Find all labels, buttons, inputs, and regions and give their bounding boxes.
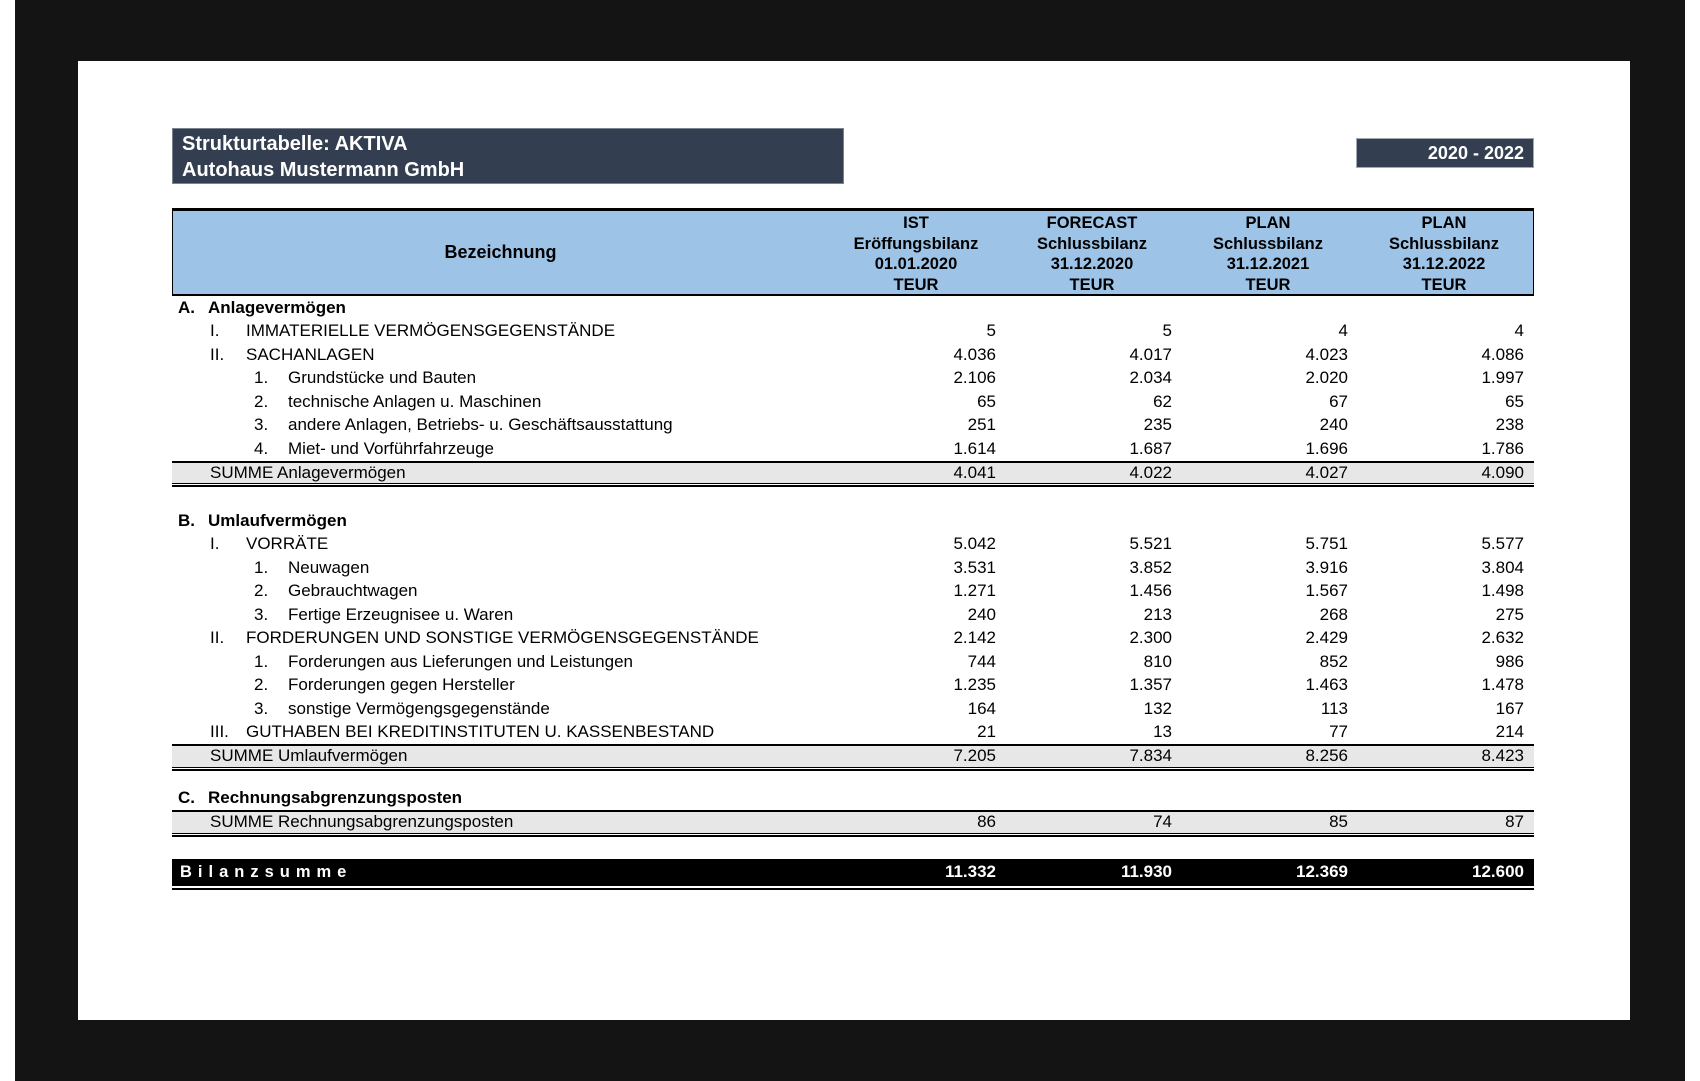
row-prefix: 1. bbox=[254, 651, 269, 671]
table-row bbox=[172, 721, 1534, 745]
row-prefix: 4. bbox=[254, 438, 269, 458]
row-label: sonstige Vermögengsgegenstände bbox=[288, 698, 550, 718]
row-label: Rechnungsabgrenzungsposten bbox=[208, 788, 463, 808]
row-label: Grundstücke und Bauten bbox=[288, 368, 477, 388]
cell-value-col4: 65 bbox=[1505, 391, 1524, 411]
cell-value-col1: 21 bbox=[977, 722, 996, 742]
row-prefix: 3. bbox=[254, 604, 269, 624]
title-bar bbox=[172, 128, 844, 184]
cell-value-col4: 5.577 bbox=[1481, 534, 1524, 554]
section-spacer bbox=[172, 771, 1534, 787]
row-prefix: 2. bbox=[254, 675, 269, 695]
column-header-line-scenario: PLAN bbox=[1245, 214, 1291, 232]
row-label-cell bbox=[172, 534, 830, 554]
cell-value-col4: 3.804 bbox=[1481, 557, 1524, 577]
cell-value-col3: 268 bbox=[1319, 604, 1348, 624]
section-heading-row bbox=[172, 787, 1534, 811]
table-row bbox=[172, 320, 1534, 344]
row-label-cell bbox=[172, 368, 830, 388]
table-row bbox=[172, 414, 1534, 438]
column-header-bezeichnung: Bezeichnung bbox=[444, 242, 557, 262]
row-prefix: 2. bbox=[254, 391, 269, 411]
row-label: SACHANLAGEN bbox=[246, 344, 375, 364]
summe-row bbox=[172, 810, 1534, 834]
table-header-row bbox=[172, 208, 1534, 296]
cell-value-col1: 2.142 bbox=[953, 628, 996, 648]
column-header-line-unit: TEUR bbox=[893, 275, 939, 294]
row-label-cell bbox=[172, 699, 830, 719]
cell-value-col1: 5.042 bbox=[953, 534, 996, 554]
row-label-cell bbox=[172, 558, 830, 578]
row-label-cell bbox=[172, 439, 830, 459]
row-prefix: A. bbox=[178, 297, 195, 317]
cell-value-col3: 113 bbox=[1320, 698, 1348, 718]
column-header-line-type: Schlussbilanz bbox=[1212, 234, 1324, 253]
page-title: Strukturtabelle: AKTIVA bbox=[182, 133, 408, 155]
cell-value-col2: 7.834 bbox=[1129, 746, 1172, 766]
column-header-line-type: Eröffungsbilanz bbox=[853, 234, 979, 253]
cell-value-col1: 5 bbox=[986, 321, 996, 341]
cell-value-col2: 4.022 bbox=[1129, 462, 1172, 482]
row-label-cell bbox=[172, 298, 830, 318]
row-label-cell bbox=[172, 581, 830, 601]
column-header-line-scenario: PLAN bbox=[1421, 214, 1467, 232]
cell-value-col3: 3.916 bbox=[1305, 557, 1348, 577]
row-prefix: 1. bbox=[254, 557, 269, 577]
cell-value-col4: 4.086 bbox=[1481, 344, 1524, 364]
row-prefix: 1. bbox=[254, 368, 269, 388]
cell-value-col3: 4.027 bbox=[1305, 462, 1348, 482]
cell-value-col2: 74 bbox=[1153, 812, 1172, 832]
table-row bbox=[172, 556, 1534, 580]
cell-value-col3: 1.463 bbox=[1305, 675, 1348, 695]
row-prefix: 3. bbox=[254, 415, 269, 435]
structure-table bbox=[172, 208, 1534, 890]
row-label: Anlagevermögen bbox=[208, 297, 346, 317]
row-label: IMMATERIELLE VERMÖGENSGEGENSTÄNDE bbox=[246, 321, 616, 341]
row-label-cell bbox=[172, 605, 830, 625]
cell-value-col4: 1.498 bbox=[1481, 581, 1524, 601]
row-label: SUMME Anlagevermögen bbox=[210, 462, 406, 482]
row-label: Bilanzsumme bbox=[180, 862, 353, 881]
column-header-line-date: 31.12.2020 bbox=[1050, 255, 1134, 273]
cell-value-col1: 1.271 bbox=[953, 581, 996, 601]
cell-value-col1: 11.332 bbox=[944, 862, 996, 881]
cell-value-col1: 65 bbox=[977, 391, 996, 411]
row-label-cell bbox=[172, 321, 830, 341]
row-label-cell bbox=[172, 415, 830, 435]
cell-value-col1: 4.036 bbox=[953, 344, 996, 364]
column-header-3 bbox=[1180, 211, 1356, 294]
row-label: FORDERUNGEN UND SONSTIGE VERMÖGENSGEGENSTÄNDE bbox=[246, 628, 759, 648]
row-label-cell bbox=[172, 788, 830, 808]
cell-value-col4: 1.997 bbox=[1481, 368, 1524, 388]
row-label-cell bbox=[172, 863, 830, 882]
column-header-2 bbox=[1004, 211, 1180, 294]
report-page bbox=[78, 61, 1630, 1020]
row-label: andere Anlagen, Betriebs- u. Geschäftsausstattung bbox=[288, 415, 673, 435]
cell-value-col4: 12.600 bbox=[1472, 862, 1524, 881]
cell-value-col1: 240 bbox=[967, 604, 996, 624]
cell-value-col3: 2.020 bbox=[1305, 368, 1348, 388]
cell-value-col2: 5.521 bbox=[1129, 534, 1172, 554]
total-bottom-rule bbox=[172, 888, 1534, 890]
table-row bbox=[172, 603, 1534, 627]
row-label: Gebrauchtwagen bbox=[288, 581, 418, 601]
row-prefix: 3. bbox=[254, 698, 269, 718]
row-label-cell bbox=[172, 511, 830, 531]
cell-value-col2: 13 bbox=[1153, 722, 1172, 742]
column-header-line-scenario: IST bbox=[903, 214, 929, 232]
cell-value-col1: 3.531 bbox=[953, 557, 996, 577]
cell-value-col4: 1.478 bbox=[1481, 675, 1524, 695]
row-label-cell bbox=[172, 812, 830, 832]
cell-value-col1: 86 bbox=[977, 812, 996, 832]
table-row bbox=[172, 437, 1534, 461]
cell-value-col3: 8.256 bbox=[1305, 746, 1348, 766]
cell-value-col1: 1.235 bbox=[953, 675, 996, 695]
bilanzsumme-row bbox=[172, 859, 1534, 886]
table-row bbox=[172, 533, 1534, 557]
column-header-line-scenario: FORECAST bbox=[1046, 214, 1138, 232]
row-label: Neuwagen bbox=[288, 557, 370, 577]
cell-value-col3: 4.023 bbox=[1305, 344, 1348, 364]
table-body bbox=[172, 296, 1534, 890]
cell-value-col4: 4 bbox=[1514, 321, 1524, 341]
cell-value-col2: 1.357 bbox=[1129, 675, 1172, 695]
cell-value-col2: 2.300 bbox=[1129, 628, 1172, 648]
cell-value-col3: 5.751 bbox=[1305, 534, 1348, 554]
table-row bbox=[172, 674, 1534, 698]
row-label-cell bbox=[172, 746, 830, 766]
cell-value-col3: 12.369 bbox=[1296, 862, 1348, 881]
row-label: SUMME Rechnungsabgrenzungsposten bbox=[210, 812, 514, 832]
cell-value-col1: 164 bbox=[967, 698, 996, 718]
row-prefix: 2. bbox=[254, 581, 269, 601]
column-header-line-unit: TEUR bbox=[1069, 275, 1115, 294]
row-prefix: I. bbox=[210, 321, 220, 341]
cell-value-col1: 4.041 bbox=[953, 462, 996, 482]
screen-edge-strip-right bbox=[1685, 0, 1700, 1081]
cell-value-col2: 1.456 bbox=[1129, 581, 1172, 601]
column-header-line-date: 31.12.2021 bbox=[1226, 255, 1310, 273]
table-row bbox=[172, 343, 1534, 367]
cell-value-col1: 7.205 bbox=[953, 746, 996, 766]
cell-value-col2: 5 bbox=[1162, 321, 1172, 341]
summe-row bbox=[172, 461, 1534, 485]
cell-value-col3: 85 bbox=[1329, 812, 1348, 832]
cell-value-col1: 2.106 bbox=[953, 368, 996, 388]
row-label: Fertige Erzeugnisee u. Waren bbox=[288, 604, 514, 624]
section-heading-row bbox=[172, 509, 1534, 533]
cell-value-col3: 67 bbox=[1329, 391, 1348, 411]
row-prefix: II. bbox=[210, 628, 225, 648]
table-row bbox=[172, 650, 1534, 674]
cell-value-col4: 214 bbox=[1495, 722, 1524, 742]
row-label-cell bbox=[172, 345, 830, 365]
row-label-cell bbox=[172, 675, 830, 695]
cell-value-col2: 132 bbox=[1143, 698, 1172, 718]
row-prefix: III. bbox=[210, 722, 229, 742]
row-label: technische Anlagen u. Maschinen bbox=[288, 391, 542, 411]
section-heading-row bbox=[172, 296, 1534, 320]
table-row bbox=[172, 697, 1534, 721]
cell-value-col2: 1.687 bbox=[1129, 438, 1172, 458]
column-header-line-type: Schlussbilanz bbox=[1388, 234, 1500, 253]
cell-value-col2: 11.930 bbox=[1120, 862, 1172, 881]
row-label-cell bbox=[172, 392, 830, 412]
cell-value-col4: 167 bbox=[1495, 698, 1524, 718]
cell-value-col4: 986 bbox=[1495, 651, 1524, 671]
row-prefix: B. bbox=[178, 510, 195, 530]
cell-value-col1: 744 bbox=[967, 651, 996, 671]
cell-value-col4: 1.786 bbox=[1481, 438, 1524, 458]
cell-value-col3: 77 bbox=[1329, 722, 1348, 742]
cell-value-col2: 810 bbox=[1143, 651, 1172, 671]
row-prefix: I. bbox=[210, 534, 220, 554]
section-spacer bbox=[172, 837, 1534, 859]
column-header-line-date: 31.12.2022 bbox=[1402, 255, 1486, 273]
row-label: Miet- und Vorführfahrzeuge bbox=[288, 438, 495, 458]
cell-value-col3: 240 bbox=[1319, 415, 1348, 435]
row-label-cell bbox=[172, 628, 830, 648]
column-header-line-type: Schlussbilanz bbox=[1036, 234, 1148, 253]
cell-value-col1: 251 bbox=[967, 415, 996, 435]
cell-value-col3: 1.696 bbox=[1305, 438, 1348, 458]
cell-value-col3: 2.429 bbox=[1305, 628, 1348, 648]
cell-value-col4: 87 bbox=[1505, 812, 1524, 832]
row-label: GUTHABEN BEI KREDITINSTITUTEN U. KASSENBESTAND bbox=[246, 722, 715, 742]
row-prefix: C. bbox=[178, 788, 195, 808]
screen-edge-strip-left bbox=[0, 0, 15, 1081]
row-label: SUMME Umlaufvermögen bbox=[210, 746, 408, 766]
cell-value-col4: 275 bbox=[1495, 604, 1524, 624]
summe-row bbox=[172, 744, 1534, 768]
row-label: Forderungen aus Lieferungen und Leistungen bbox=[288, 651, 633, 671]
cell-value-col3: 1.567 bbox=[1305, 581, 1348, 601]
row-label: VORRÄTE bbox=[246, 534, 329, 554]
column-header-4 bbox=[1356, 211, 1532, 294]
cell-value-col4: 8.423 bbox=[1481, 746, 1524, 766]
column-header-line-unit: TEUR bbox=[1421, 275, 1467, 294]
table-row bbox=[172, 390, 1534, 414]
cell-value-col2: 213 bbox=[1143, 604, 1172, 624]
cell-value-col2: 62 bbox=[1153, 391, 1172, 411]
cell-value-col3: 4 bbox=[1338, 321, 1348, 341]
cell-value-col2: 235 bbox=[1143, 415, 1172, 435]
table-row bbox=[172, 367, 1534, 391]
period-badge: 2020 - 2022 bbox=[1356, 138, 1534, 168]
column-header-line-date: 01.01.2020 bbox=[874, 255, 958, 273]
cell-value-col3: 852 bbox=[1319, 651, 1348, 671]
cell-value-col2: 3.852 bbox=[1129, 557, 1172, 577]
section-spacer bbox=[172, 487, 1534, 509]
cell-value-col2: 4.017 bbox=[1129, 344, 1172, 364]
cell-value-col4: 2.632 bbox=[1481, 628, 1524, 648]
company-name: Autohaus Mustermann GmbH bbox=[182, 159, 465, 181]
table-row bbox=[172, 627, 1534, 651]
cell-value-col1: 1.614 bbox=[953, 438, 996, 458]
cell-value-col2: 2.034 bbox=[1129, 368, 1172, 388]
row-prefix: II. bbox=[210, 344, 225, 364]
row-label: Forderungen gegen Hersteller bbox=[288, 675, 515, 695]
column-header-1 bbox=[828, 211, 1004, 294]
row-label-cell bbox=[172, 722, 830, 742]
column-header-line-unit: TEUR bbox=[1245, 275, 1291, 294]
cell-value-col4: 238 bbox=[1495, 415, 1524, 435]
table-row bbox=[172, 580, 1534, 604]
row-label-cell bbox=[172, 463, 830, 483]
row-label-cell bbox=[172, 652, 830, 672]
cell-value-col4: 4.090 bbox=[1481, 462, 1524, 482]
row-label: Umlaufvermögen bbox=[208, 510, 347, 530]
